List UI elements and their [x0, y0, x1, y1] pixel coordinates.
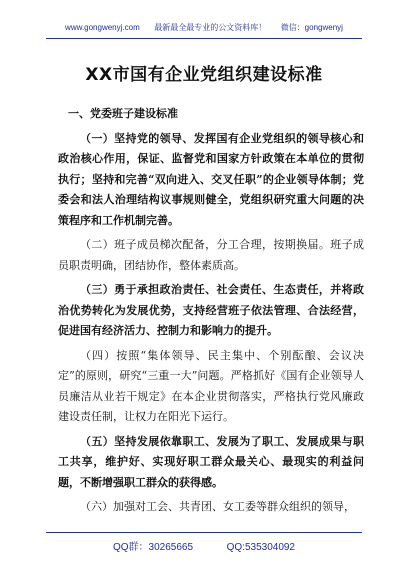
footer-divider: [46, 532, 362, 533]
document-title: XX市国有企业党组织建设标准: [85, 65, 323, 85]
footer-banner: [46, 538, 362, 553]
header-banner: [46, 22, 362, 33]
paragraph-1: （一）坚持党的领导、发挥国有企业党组织的领导核心和政治核心作用，保证、监督党和国家方针政策在本单位的贯彻执行；坚持和完善“双向进入、交叉任职”的企业领导体制；党委会和法人治理结构议事规则健全，党组织研究重大问题的决策程序和工作机制完善。: [58, 131, 364, 227]
footer-qq-group: QQ群：30265665: [112, 542, 194, 553]
paragraph-4: （四）按照“集体领导、民主集中、个别酝酿、会议决定”的原则，研究“三重一大”问题。严格抓好《国有企业领导人员廉洁从业若干规定》在本企业贯彻落实，严格执行党风廉政建设责任制，让权力在阳光下运行。: [58, 348, 364, 423]
site-url[interactable]: www.gongwenyj.com: [65, 23, 140, 32]
paragraph-5: （五）坚持发展依靠职工、发展为了职工、发展成果与职工共享，维护好、实现好职工群众最关心、最现实的利益问题，不断增强职工群众的获得感。: [58, 434, 364, 489]
footer-qq: QQ:535304092: [226, 542, 295, 553]
header-divider: [46, 38, 362, 39]
section-heading: 一、党委班子建设标准: [68, 107, 178, 120]
header-wechat: 微信：gongwenyj: [280, 23, 343, 32]
header-slogan: 最新最全最专业的公文资料库！: [154, 23, 267, 32]
paragraph-2: （二）班子成员梯次配备，分工合理，按期换届。班子成员职责明确，团结协作，整体素质高。: [58, 238, 364, 272]
paragraph-3: （三）勇于承担政治责任、社会责任、生态责任，并将政治优势转化为发展优势，支持经营班子依法管理、合法经营，促进国有经济活力、控制力和影响力的提升。: [58, 283, 364, 337]
paragraph-6: （六）加强对工会、共青团、女工委等群众组织的领导，: [80, 500, 355, 513]
document-body: [58, 104, 364, 522]
